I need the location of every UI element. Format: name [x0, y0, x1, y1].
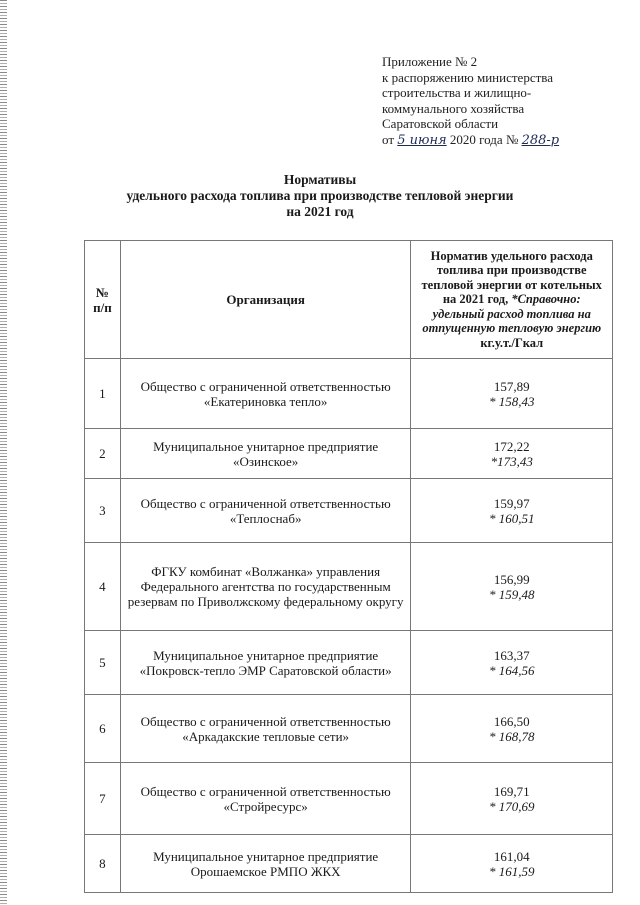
approval-date-line [382, 132, 622, 149]
table-row [85, 631, 613, 695]
row-num: 7 [85, 763, 121, 835]
row-value: 163,37 [493, 647, 530, 663]
approval-line-4: коммунального хозяйства [382, 100, 525, 116]
row-num: 5 [85, 631, 121, 695]
row-value: 166,50 [493, 713, 530, 729]
row-value-cell [411, 429, 613, 479]
document-title [110, 172, 530, 220]
table-header-row [85, 241, 613, 359]
approval-line-5: Саратовской области [382, 116, 499, 131]
approval-line-3: строительства и жилищно- [382, 85, 532, 100]
row-ref-value: * 158,43 [488, 393, 535, 409]
table-row [85, 543, 613, 631]
row-value-cell [411, 631, 613, 695]
header-value-unit: кг.у.т./Гкал [480, 335, 544, 350]
row-ref-value: *173,43 [490, 453, 533, 469]
header-org: Организация [120, 241, 411, 359]
row-org: Общество с ограниченной ответственностью «Аркадакские тепловые сети» [120, 695, 411, 763]
table-row [85, 835, 613, 893]
row-org: ФГКУ комбинат «Волжанка» управления Федерального агентства по государственным резервам по Приволжскому федеральному округу [120, 543, 411, 631]
row-org: Муниципальное унитарное предприятие «Озинское» [120, 429, 411, 479]
title-line-2: удельного расхода топлива при производстве тепловой энергии [126, 188, 514, 203]
row-org: Муниципальное унитарное предприятие «Покровск-тепло ЭМР Саратовской области» [120, 631, 411, 695]
row-num: 3 [85, 479, 121, 543]
row-value-cell [411, 835, 613, 893]
row-num: 6 [85, 695, 121, 763]
row-value-cell [411, 763, 613, 835]
row-value: 172,22 [493, 438, 530, 454]
header-value-main: Норматив удельного расхода топлива при производстве тепловой энергии от котельных на 2021 год, [421, 248, 602, 307]
row-value: 169,71 [493, 783, 530, 799]
row-ref-value: * 168,78 [488, 728, 535, 744]
table-row [85, 695, 613, 763]
row-num: 2 [85, 429, 121, 479]
row-org: Муниципальное унитарное предприятие Орошаемское РМПО ЖКХ [120, 835, 411, 893]
row-value: 159,97 [493, 495, 530, 511]
date-suffix: 2020 года № [449, 131, 519, 147]
scan-edge [0, 0, 7, 905]
approval-line-1: Приложение № 2 [382, 54, 478, 69]
row-value: 161,04 [493, 848, 530, 864]
header-num: № п/п [85, 241, 121, 359]
title-line-3: на 2021 год [286, 204, 354, 219]
row-ref-value: * 160,51 [488, 510, 535, 526]
row-ref-value: * 170,69 [488, 798, 535, 814]
row-org: Общество с ограниченной ответственностью «Екатериновка тепло» [120, 359, 411, 429]
row-org: Общество с ограниченной ответственностью «Теплоснаб» [120, 479, 411, 543]
row-org: Общество с ограниченной ответственностью «Стройресурс» [120, 763, 411, 835]
handwritten-date: 5 июня [397, 132, 447, 148]
row-num: 1 [85, 359, 121, 429]
table-row [85, 429, 613, 479]
row-ref-value: * 159,48 [488, 586, 535, 602]
row-num: 8 [85, 835, 121, 893]
approval-block [382, 54, 622, 148]
approval-line-2: к распоряжению министерства [382, 69, 554, 85]
table-row [85, 359, 613, 429]
norms-table [84, 240, 613, 893]
table-row [85, 763, 613, 835]
row-value-cell [411, 695, 613, 763]
row-value-cell [411, 543, 613, 631]
row-value: 157,89 [493, 378, 530, 394]
row-value: 156,99 [493, 571, 530, 587]
header-value-note: *Справочно: удельный расход топлива на отпущенную тепловую энергию [422, 292, 602, 336]
handwritten-number: 288-р [521, 132, 560, 148]
title-line-1: Нормативы [283, 172, 357, 187]
row-value-cell [411, 479, 613, 543]
row-ref-value: * 161,59 [488, 863, 535, 879]
date-prefix: от [382, 131, 395, 147]
row-value-cell [411, 359, 613, 429]
row-num: 4 [85, 543, 121, 631]
header-value [411, 241, 613, 359]
row-ref-value: * 164,56 [488, 662, 535, 678]
table-row [85, 479, 613, 543]
